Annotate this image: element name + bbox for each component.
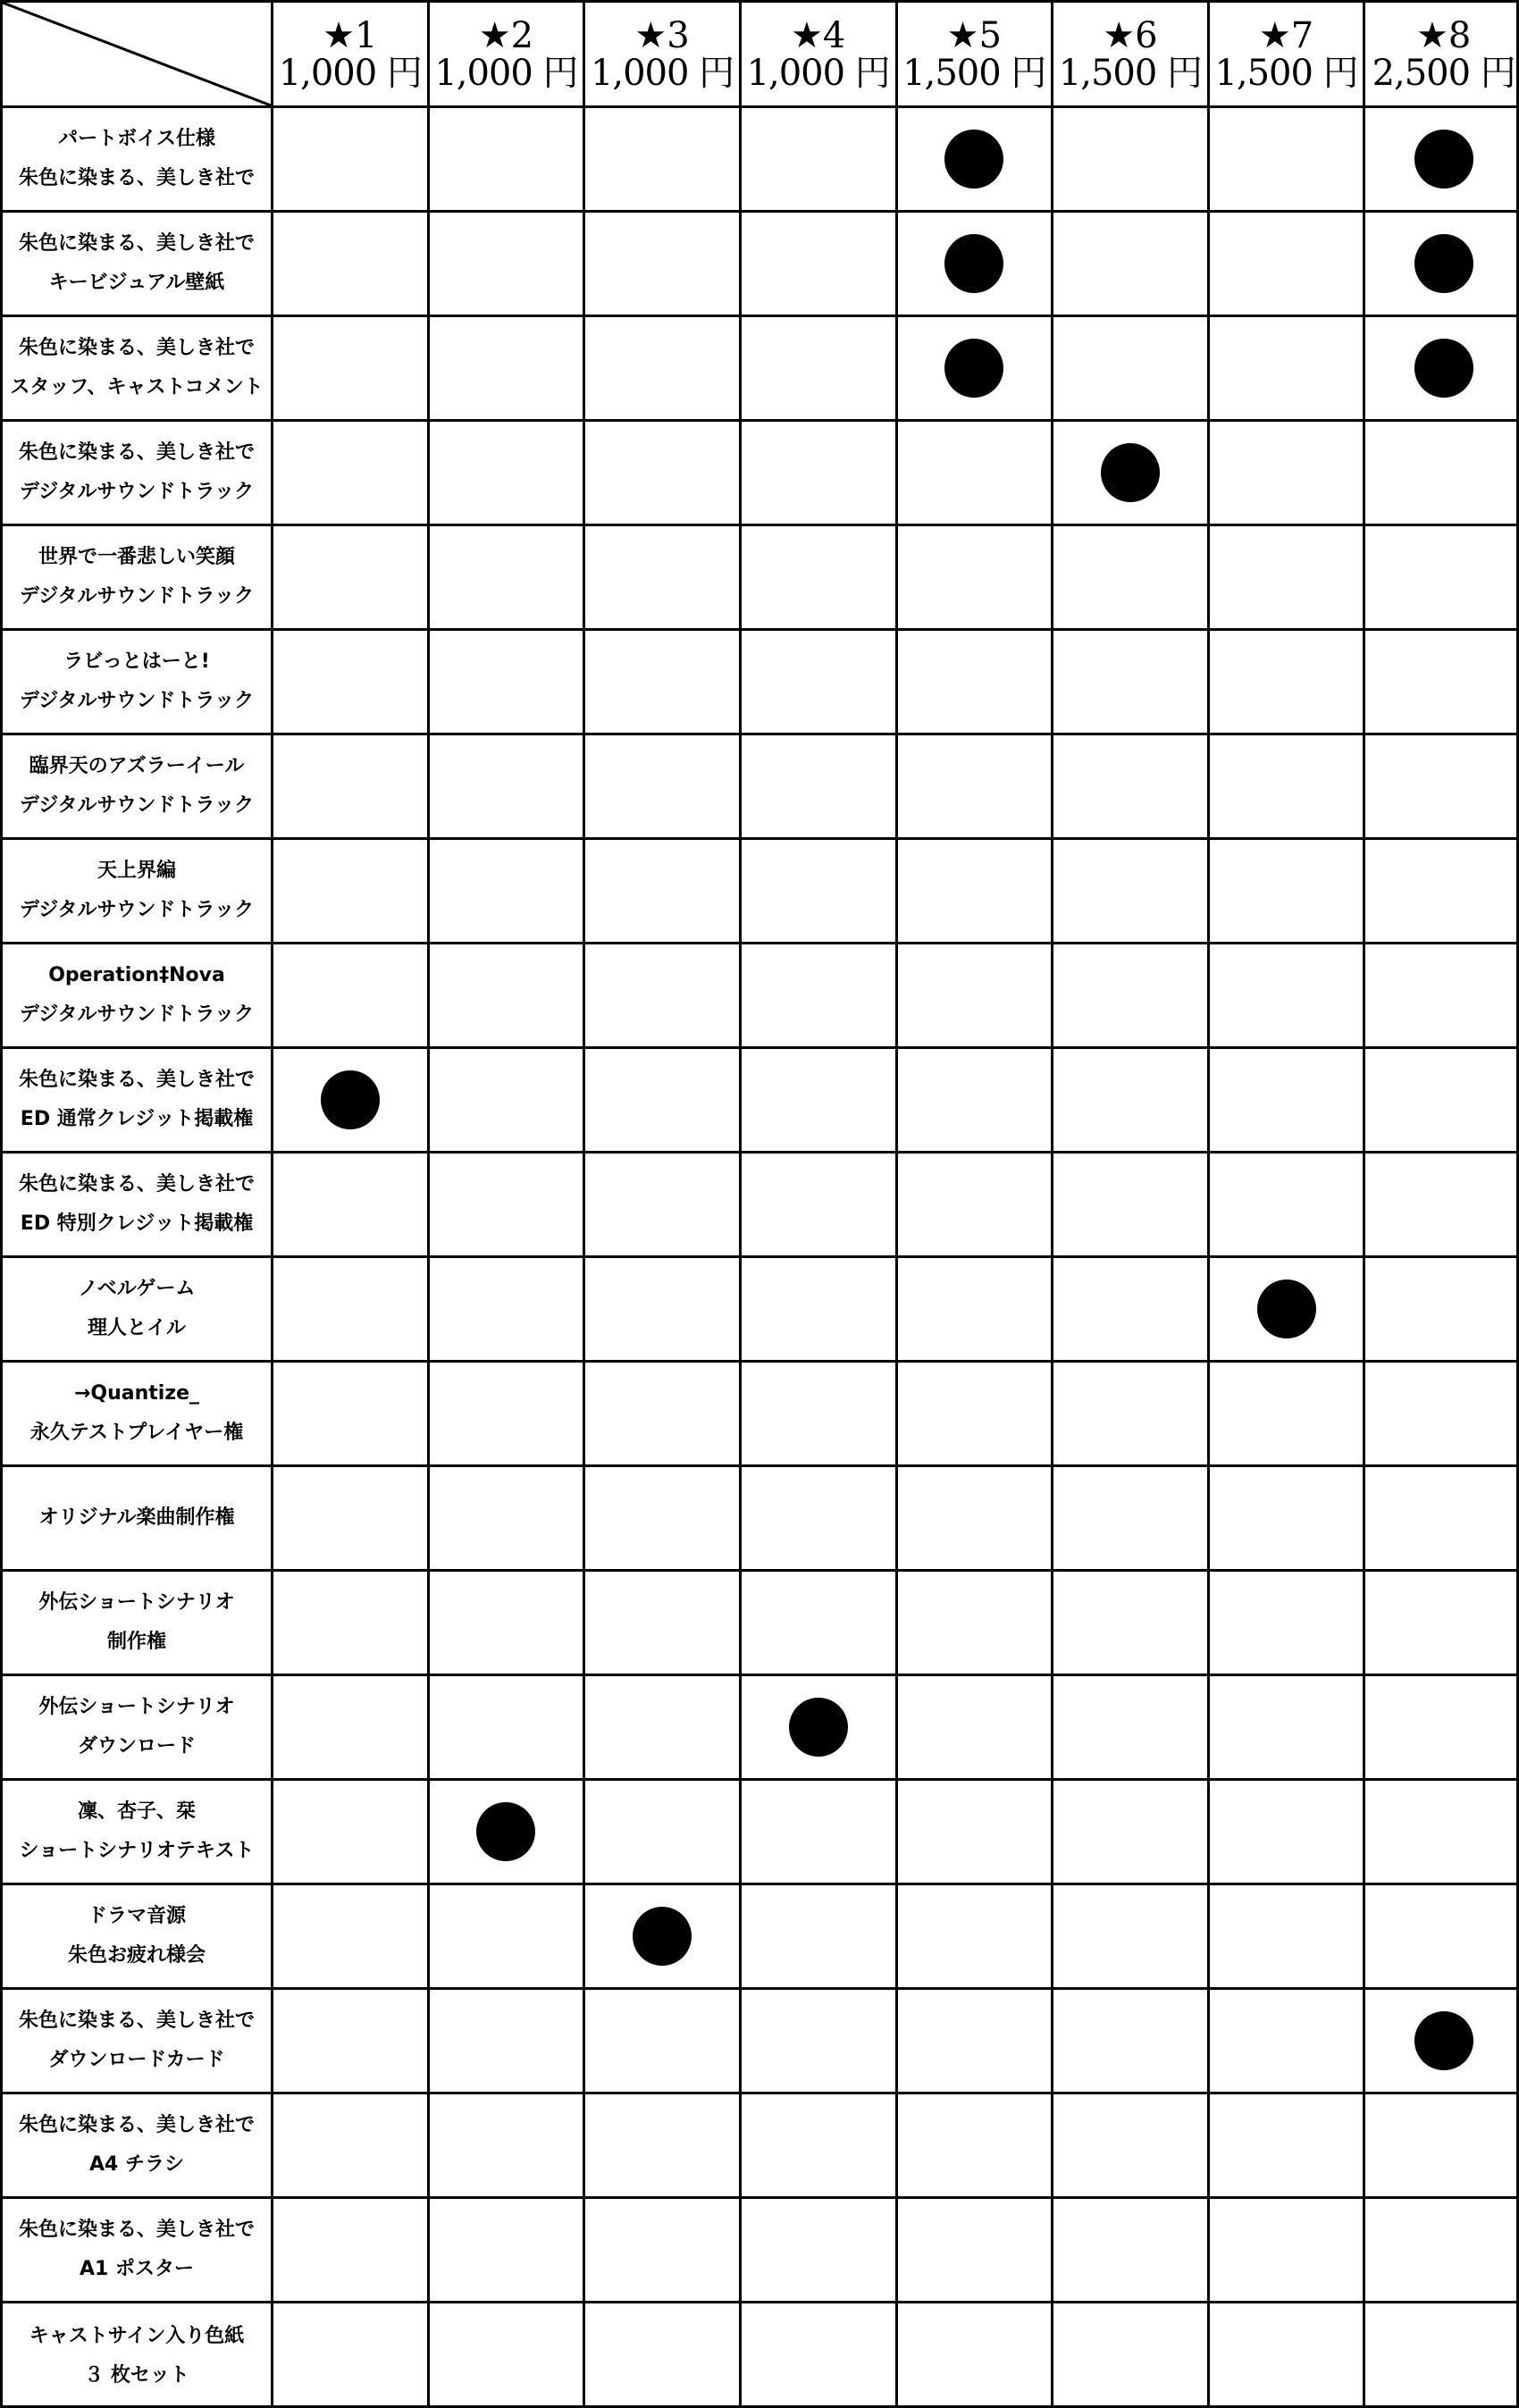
included-dot-icon xyxy=(1257,1280,1316,1338)
tier-cell xyxy=(1365,422,1519,526)
tier-cell xyxy=(1053,422,1210,526)
row-label-line: 天上界編 xyxy=(97,860,176,882)
included-dot-icon xyxy=(944,130,1003,189)
tier-cell xyxy=(273,1572,430,1676)
tier-price: 1,000 円 xyxy=(434,52,578,94)
tier-cell xyxy=(1210,317,1366,422)
tier-cell xyxy=(273,840,430,944)
tier-cell xyxy=(1053,2303,1210,2408)
tier-cell xyxy=(742,1676,898,1781)
tier-cell xyxy=(430,631,586,735)
included-dot-icon xyxy=(476,1802,535,1861)
row-label-line: ED 特別クレジット掲載権 xyxy=(20,1212,254,1235)
tier-cell xyxy=(1365,2199,1519,2303)
tier-cell xyxy=(273,1781,430,1885)
tier-cell xyxy=(273,108,430,213)
row-label xyxy=(3,1467,273,1572)
tier-cell xyxy=(742,1885,898,1990)
tier-cell xyxy=(742,2303,898,2408)
tier-cell xyxy=(1053,1154,1210,1258)
tier-cell xyxy=(1365,1781,1519,1885)
tier-cell xyxy=(1365,840,1519,944)
tier-cell xyxy=(1365,735,1519,840)
tier-cell xyxy=(585,422,742,526)
row-label xyxy=(3,1363,273,1467)
tier-cell xyxy=(1053,1049,1210,1154)
row-label-line: 凜、杏子、栞 xyxy=(77,1800,196,1823)
tier-price: 1,500 円 xyxy=(902,52,1046,94)
row-label-line: 制作権 xyxy=(106,1631,166,1653)
row-label xyxy=(3,1990,273,2094)
tier-cell xyxy=(430,1363,586,1467)
tier-cell xyxy=(898,1990,1054,2094)
row-label-line: 朱色お疲れ様会 xyxy=(67,1944,206,1967)
tier-cell xyxy=(898,2303,1054,2408)
row-label-line: ドラマ音源 xyxy=(87,1905,186,1927)
row-label-line: デジタルサウンドトラック xyxy=(19,690,255,712)
column-header-tier-5 xyxy=(898,3,1054,108)
tier-label: ★3 xyxy=(634,14,690,56)
tier-cell xyxy=(1053,108,1210,213)
column-header-tier-4 xyxy=(742,3,898,108)
tier-cell xyxy=(742,108,898,213)
tier-cell xyxy=(898,108,1054,213)
row-label xyxy=(3,840,273,944)
tier-cell xyxy=(1365,1885,1519,1990)
row-label-line: キービジュアル壁紙 xyxy=(48,272,225,294)
tier-label: ★4 xyxy=(791,14,846,56)
tier-cell xyxy=(1210,1885,1366,1990)
tier-cell xyxy=(742,631,898,735)
row-label-line: 外伝ショートシナリオ xyxy=(38,1591,235,1614)
row-label-line: パートボイス仕様 xyxy=(58,128,215,150)
row-label-line: 朱色に染まる、美しき社で xyxy=(18,2114,255,2136)
tier-label: ★2 xyxy=(478,14,534,56)
column-header-tier-1 xyxy=(273,3,430,108)
tier-cell xyxy=(742,944,898,1049)
tier-cell xyxy=(1053,1990,1210,2094)
tier-cell xyxy=(585,1781,742,1885)
tier-cell xyxy=(273,1467,430,1572)
tier-cell xyxy=(1053,213,1210,317)
column-header-tier-2 xyxy=(430,3,586,108)
row-label xyxy=(3,1885,273,1990)
tier-cell xyxy=(273,526,430,631)
tier-cell xyxy=(1210,1990,1366,2094)
row-label-line: ノベルゲーム xyxy=(78,1278,196,1300)
tier-cell xyxy=(1210,2094,1366,2199)
row-label-line: 理人とイル xyxy=(87,1317,186,1339)
tier-cell xyxy=(1210,2199,1366,2303)
tier-cell xyxy=(742,1990,898,2094)
tier-cell xyxy=(1053,944,1210,1049)
tier-cell xyxy=(430,526,586,631)
tier-cell xyxy=(430,1885,586,1990)
row-label-line: デジタルサウンドトラック xyxy=(19,1003,255,1026)
row-label-line: 朱色に染まる、美しき社で xyxy=(18,167,255,189)
tier-cell xyxy=(1365,1676,1519,1781)
included-dot-icon xyxy=(1101,443,1160,502)
tier-cell xyxy=(898,840,1054,944)
tier-cell xyxy=(1210,1363,1366,1467)
tier-cell xyxy=(430,1990,586,2094)
row-label-line: 臨界天のアズラーイール xyxy=(29,755,245,777)
row-label xyxy=(3,422,273,526)
tier-cell xyxy=(273,1885,430,1990)
row-label-line: キャストサイン入り色紙 xyxy=(29,2324,245,2347)
tier-cell xyxy=(742,1572,898,1676)
row-label-line: デジタルサウンドトラック xyxy=(19,899,255,921)
column-header-tier-3 xyxy=(585,3,742,108)
row-label-line: ダウンロードカード xyxy=(48,2049,225,2071)
row-label xyxy=(3,526,273,631)
tier-cell xyxy=(1053,317,1210,422)
tier-cell xyxy=(430,422,586,526)
included-dot-icon xyxy=(1414,2011,1473,2070)
tier-cell xyxy=(430,1049,586,1154)
included-dot-icon xyxy=(944,234,1003,293)
tier-cell xyxy=(585,108,742,213)
row-label-line: ダウンロード xyxy=(77,1735,196,1758)
tier-cell xyxy=(1210,1258,1366,1363)
tier-price: 1,500 円 xyxy=(1058,52,1203,94)
tier-cell xyxy=(742,1467,898,1572)
row-label xyxy=(3,735,273,840)
row-label xyxy=(3,1049,273,1154)
tier-cell xyxy=(273,317,430,422)
tier-cell xyxy=(898,2199,1054,2303)
tier-cell xyxy=(1365,1990,1519,2094)
tier-cell xyxy=(898,422,1054,526)
tier-cell xyxy=(898,1363,1054,1467)
tier-cell xyxy=(1210,1781,1366,1885)
tier-cell xyxy=(585,1049,742,1154)
tier-cell xyxy=(1210,2303,1366,2408)
row-label-line: デジタルサウンドトラック xyxy=(19,481,255,503)
included-dot-icon xyxy=(633,1907,692,1966)
row-label-line: オリジナル楽曲制作権 xyxy=(38,1506,235,1529)
row-label-line: →Quantize_ xyxy=(73,1382,200,1405)
tier-cell xyxy=(585,2094,742,2199)
row-label xyxy=(3,317,273,422)
tier-cell xyxy=(898,1676,1054,1781)
row-label xyxy=(3,108,273,213)
tier-cell xyxy=(430,1154,586,1258)
tier-cell xyxy=(1053,1467,1210,1572)
row-label-line: 朱色に染まる、美しき社で xyxy=(18,232,255,255)
tier-cell xyxy=(898,1049,1054,1154)
included-dot-icon xyxy=(321,1070,380,1129)
tier-cell xyxy=(898,1467,1054,1572)
tier-cell xyxy=(430,1467,586,1572)
tier-cell xyxy=(585,1572,742,1676)
tier-cell xyxy=(898,944,1054,1049)
tier-cell xyxy=(898,1258,1054,1363)
row-label-line: デジタルサウンドトラック xyxy=(19,794,255,817)
tier-cell xyxy=(1210,1467,1366,1572)
tier-cell xyxy=(1053,1572,1210,1676)
tier-cell xyxy=(430,108,586,213)
tier-cell xyxy=(1210,631,1366,735)
tier-cell xyxy=(1365,1363,1519,1467)
tier-cell xyxy=(585,1885,742,1990)
column-header-tier-8 xyxy=(1365,3,1519,108)
tier-cell xyxy=(273,735,430,840)
tier-cell xyxy=(585,526,742,631)
tier-cell xyxy=(585,2199,742,2303)
tier-cell xyxy=(585,317,742,422)
included-dot-icon xyxy=(1414,234,1473,293)
row-label xyxy=(3,213,273,317)
tier-cell xyxy=(1210,944,1366,1049)
tier-cell xyxy=(273,1258,430,1363)
tier-cell xyxy=(1053,2199,1210,2303)
tier-cell xyxy=(585,2303,742,2408)
tier-cell xyxy=(273,2094,430,2199)
tier-cell xyxy=(898,2094,1054,2199)
row-label-line: 朱色に染まる、美しき社で xyxy=(18,1173,255,1196)
row-label xyxy=(3,1781,273,1885)
tier-cell xyxy=(742,735,898,840)
tier-cell xyxy=(430,840,586,944)
row-label-line: 朱色に染まる、美しき社で xyxy=(18,2009,255,2032)
row-label-line: ３ 枚セット xyxy=(84,2363,189,2387)
row-label-line: 朱色に染まる、美しき社で xyxy=(18,2219,255,2241)
tier-cell xyxy=(1053,631,1210,735)
tier-cell xyxy=(1365,317,1519,422)
tier-cell xyxy=(430,213,586,317)
included-dot-icon xyxy=(1414,339,1473,398)
row-label-line: 永久テストプレイヤー権 xyxy=(29,1422,244,1444)
tier-cell xyxy=(1365,1258,1519,1363)
tier-cell xyxy=(430,2094,586,2199)
tier-cell xyxy=(898,735,1054,840)
included-dot-icon xyxy=(1414,130,1473,189)
tier-cell xyxy=(585,1990,742,2094)
tier-cell xyxy=(1210,1572,1366,1676)
tier-cell xyxy=(898,317,1054,422)
tier-cell xyxy=(585,735,742,840)
tier-cell xyxy=(1365,213,1519,317)
tier-cell xyxy=(1210,213,1366,317)
tier-cell xyxy=(742,526,898,631)
tier-cell xyxy=(430,2199,586,2303)
row-label-line: 外伝ショートシナリオ xyxy=(38,1696,235,1718)
tier-cell xyxy=(430,2303,586,2408)
row-label xyxy=(3,1154,273,1258)
tier-cell xyxy=(898,526,1054,631)
tier-cell xyxy=(585,1676,742,1781)
tier-cell xyxy=(742,1258,898,1363)
row-label-line: ラビっとはーと! xyxy=(63,650,210,673)
tier-cell xyxy=(742,1049,898,1154)
tier-cell xyxy=(1210,1049,1366,1154)
tier-cell xyxy=(1365,2094,1519,2199)
tier-cell xyxy=(585,1258,742,1363)
column-header-tier-7 xyxy=(1210,3,1366,108)
tier-cell xyxy=(1365,108,1519,213)
tier-cell xyxy=(898,1781,1054,1885)
row-label-line: ED 通常クレジット掲載権 xyxy=(20,1108,254,1130)
tier-cell xyxy=(585,631,742,735)
tier-cell xyxy=(1210,526,1366,631)
tier-cell xyxy=(1053,1258,1210,1363)
tier-cell xyxy=(273,944,430,1049)
table-corner xyxy=(3,3,273,108)
tier-cell xyxy=(898,213,1054,317)
tier-cell xyxy=(430,735,586,840)
tier-cell xyxy=(430,1781,586,1885)
tier-cell xyxy=(430,1676,586,1781)
tier-cell xyxy=(1210,1676,1366,1781)
tier-cell xyxy=(742,2199,898,2303)
included-dot-icon xyxy=(944,339,1003,398)
tier-cell xyxy=(1210,840,1366,944)
tier-cell xyxy=(898,1572,1054,1676)
tier-cell xyxy=(273,1990,430,2094)
tier-cell xyxy=(742,1154,898,1258)
corner-diagonal-line xyxy=(3,3,271,105)
tier-price: 1,000 円 xyxy=(590,52,734,94)
tier-price: 1,500 円 xyxy=(1214,52,1358,94)
tier-cell xyxy=(430,944,586,1049)
tier-cell xyxy=(742,2094,898,2199)
tier-cell xyxy=(1365,1572,1519,1676)
tier-cell xyxy=(273,1676,430,1781)
tier-cell xyxy=(585,1467,742,1572)
tier-cell xyxy=(898,1154,1054,1258)
tier-cell xyxy=(1053,735,1210,840)
column-header-tier-6 xyxy=(1053,3,1210,108)
tier-cell xyxy=(273,1363,430,1467)
row-label-line: デジタルサウンドトラック xyxy=(19,585,255,608)
tier-cell xyxy=(273,2303,430,2408)
tier-label: ★5 xyxy=(946,14,1002,56)
tier-cell xyxy=(273,1049,430,1154)
row-label-line: 朱色に染まる、美しき社で xyxy=(18,441,255,464)
tier-cell xyxy=(1053,840,1210,944)
tier-cell xyxy=(1053,1676,1210,1781)
row-label xyxy=(3,631,273,735)
row-label-line: スタッフ、キャストコメント xyxy=(10,376,264,399)
tier-cell xyxy=(742,1363,898,1467)
tier-price: 1,000 円 xyxy=(278,52,422,94)
tier-cell xyxy=(1053,526,1210,631)
tier-cell xyxy=(1210,735,1366,840)
row-label-line: 朱色に染まる、美しき社で xyxy=(18,337,255,359)
tier-cell xyxy=(1365,944,1519,1049)
tier-cell xyxy=(898,631,1054,735)
tier-cell xyxy=(430,317,586,422)
row-label-line: A4 チラシ xyxy=(89,2153,184,2176)
tier-cell xyxy=(430,1258,586,1363)
tier-cell xyxy=(1053,1781,1210,1885)
included-dot-icon xyxy=(789,1698,848,1757)
tier-label: ★1 xyxy=(323,14,378,56)
tier-cell xyxy=(898,1885,1054,1990)
tier-cell xyxy=(273,2199,430,2303)
row-label-line: 朱色に染まる、美しき社で xyxy=(18,1069,255,1091)
tier-cell xyxy=(742,317,898,422)
tier-cell xyxy=(1365,631,1519,735)
tier-cell xyxy=(273,422,430,526)
tier-label: ★8 xyxy=(1416,14,1472,56)
row-label-line: Operation‡Nova xyxy=(48,964,225,986)
tier-cell xyxy=(585,944,742,1049)
row-label xyxy=(3,1572,273,1676)
tier-cell xyxy=(1210,108,1366,213)
tier-cell xyxy=(742,422,898,526)
tier-cell xyxy=(273,1154,430,1258)
tier-price: 1,000 円 xyxy=(746,52,890,94)
row-label xyxy=(3,1258,273,1363)
tier-cell xyxy=(273,631,430,735)
tier-cell xyxy=(1210,1154,1366,1258)
tier-price: 2,500 円 xyxy=(1372,52,1515,94)
tier-cell xyxy=(742,840,898,944)
row-label xyxy=(3,2303,273,2408)
row-label-line: 世界で一番悲しい笑顔 xyxy=(38,546,235,568)
tier-cell xyxy=(1053,1885,1210,1990)
tier-cell xyxy=(1365,1467,1519,1572)
tier-cell xyxy=(273,213,430,317)
row-label xyxy=(3,2094,273,2199)
tier-label: ★7 xyxy=(1258,14,1314,56)
tier-cell xyxy=(430,1572,586,1676)
tier-cell xyxy=(585,1363,742,1467)
tier-cell xyxy=(585,840,742,944)
tier-cell xyxy=(1053,1363,1210,1467)
tier-cell xyxy=(742,213,898,317)
row-label xyxy=(3,944,273,1049)
row-label-line: ショートシナリオテキスト xyxy=(19,1840,255,1862)
tier-label: ★6 xyxy=(1103,14,1158,56)
tier-cell xyxy=(1210,422,1366,526)
tier-cell xyxy=(1053,2094,1210,2199)
row-label xyxy=(3,1676,273,1781)
tier-cell xyxy=(742,1781,898,1885)
tier-cell xyxy=(585,1154,742,1258)
tier-cell xyxy=(1365,1154,1519,1258)
tier-cell xyxy=(1365,526,1519,631)
tier-cell xyxy=(1365,1049,1519,1154)
row-label xyxy=(3,2199,273,2303)
row-label-line: A1 ポスター xyxy=(80,2258,194,2280)
tier-cell xyxy=(585,213,742,317)
tier-cell xyxy=(1365,2303,1519,2408)
